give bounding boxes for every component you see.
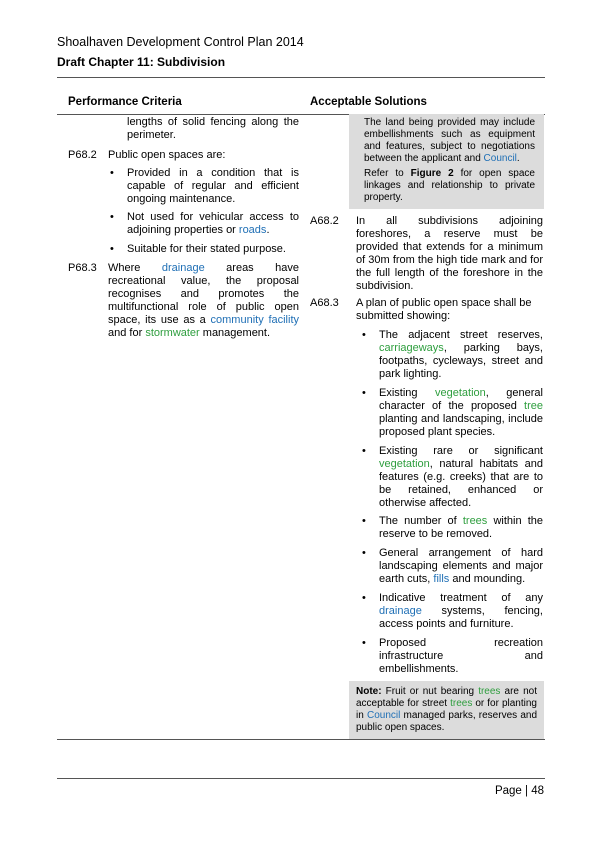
solution-a68-3-bullet-5: General arrangement of hard landscaping elements and major earth cuts, fills and mounding. [379,547,543,585]
bullet-icon: • [362,592,366,604]
bullet-icon: • [110,243,114,255]
bullet-icon: • [362,445,366,457]
trees-note-box [349,681,544,739]
bullet-icon: • [362,329,366,341]
council-link[interactable]: Council [483,153,517,164]
solution-a68-3-bullet-4: The number of trees within the reserve to be removed. [379,515,544,540]
trees-link[interactable]: trees [478,686,501,697]
solution-a68-3-intro: A plan of public open space shall be submitted showing: [356,297,532,322]
council-link[interactable]: Council [366,710,401,721]
solution-a68-3-bullet-3: Existing rare or significant vegetation, natural habitats and features (e.g. creeks) that are to be retained, enhanced or otherwise affected. [379,445,543,509]
criteria-p68-3-text: Where drainage areas have recreational value, the proposal recognises and promotes the multifunctional role of public open space, its use as a community facility and for stormwater management. [108,262,299,339]
continued-text: lengths of solid fencing along the perimeter. [127,116,299,141]
solution-a68-3-bullet-6: Indicative treatment of any drainage systems, fencing, access points and furniture. [379,592,543,630]
solution-a68-2-text: In all subdivisions adjoining foreshores, a reserve must be provided that extends for a minimum of 30m from the high tide mark and for the full length of the foreshore in the subdivision. [356,215,543,292]
criteria-p68-2-bullet-2: Not used for vehicular access to adjoining properties or roads. [127,211,299,236]
table-bottom-divider [57,739,545,740]
solution-code-a68-2: A68.2 [310,215,339,227]
performance-criteria-heading: Performance Criteria [68,96,182,108]
document-title: Shoalhaven Development Control Plan 2014 [57,35,304,49]
tree-link[interactable]: tree [524,400,543,412]
drainage-link[interactable]: drainage [379,605,422,617]
carriageways-link[interactable]: carriageways [379,342,444,354]
criteria-code-p68-3: P68.3 [68,262,97,274]
vegetation-link[interactable]: vegetation [379,458,430,470]
page-number: Page | 48 [494,785,544,797]
trees-link[interactable]: trees [462,515,488,527]
acceptable-solutions-heading: Acceptable Solutions [310,96,427,108]
bullet-icon: • [362,637,366,649]
solution-a68-3-bullet-2: Existing vegetation, general character of the proposed tree planting and landscaping, include proposed plant species. [379,387,543,438]
vegetation-link[interactable]: vegetation [435,387,486,399]
figure-2-reference: Figure 2 [410,168,454,179]
community-facility-link[interactable]: community facility [210,314,299,326]
embellishments-note-box [349,114,544,209]
solution-a68-3-bullet-7: Proposed recreation infrastructure and embellishments. [379,637,543,675]
trees-link[interactable]: trees [450,698,473,709]
trees-note-text: Note: Fruit or nut bearing trees are not acceptable for street trees or for planting in Council managed parks, reserves and public open spaces. [356,686,538,733]
note-label: Note: [356,686,382,697]
criteria-p68-2-bullet-1: Provided in a condition that is capable of regular and efficient ongoing maintenance. [127,167,299,205]
stormwater-link[interactable]: stormwater [145,327,200,339]
chapter-title: Draft Chapter 11: Subdivision [57,55,226,69]
criteria-code-p68-2: P68.2 [68,149,97,161]
figure-reference-text: Refer to Figure 2 for open space linkages and relationship to private property. [364,168,535,203]
solution-a68-3-bullet-1: The adjacent street reserves, carriageways, parking bays, footpaths, cycleways, street and park lighting. [379,329,543,380]
criteria-p68-2-bullet-3: Suitable for their stated purpose. [127,243,286,255]
drainage-link[interactable]: drainage [161,262,205,274]
bullet-icon: • [110,167,114,179]
bullet-icon: • [362,387,366,399]
solution-code-a68-3: A68.3 [310,297,339,309]
bullet-icon: • [110,211,114,223]
footer-divider [57,778,545,779]
embellishments-text: The land being provided may include embellishments such as equipment and features, subject to negotiations between the applicant and Council. [364,117,535,164]
bullet-icon: • [362,547,366,559]
roads-link[interactable]: roads [238,224,267,236]
bullet-icon: • [362,515,366,527]
header-divider [57,77,545,78]
fills-link[interactable]: fills [433,573,450,585]
criteria-p68-2-intro: Public open spaces are: [108,149,226,161]
